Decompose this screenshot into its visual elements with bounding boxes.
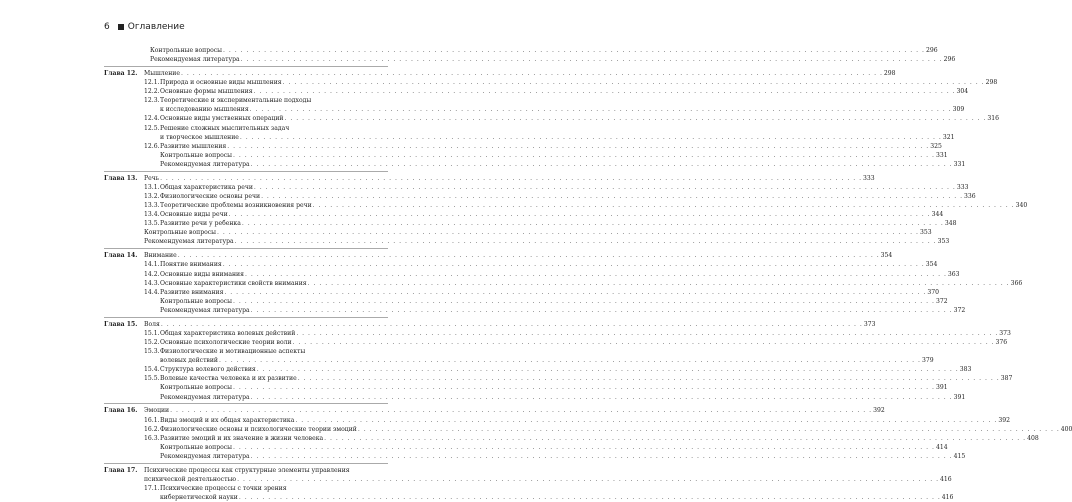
toc-entry[interactable]: [104, 183, 969, 192]
square-bullet-icon: [118, 24, 124, 30]
page-ref: 400: [1060, 425, 1072, 433]
entry-label: [144, 260, 222, 269]
page-ref: 344: [931, 211, 944, 219]
toc-entry[interactable]: [104, 96, 388, 105]
toc-entry[interactable]: [104, 69, 896, 78]
entry-label: [160, 493, 238, 502]
toc-entry[interactable]: [104, 114, 1000, 123]
entry-label: [160, 356, 218, 365]
dot-leader: . . . . . . . . . . . . . . . . . . . . . . . . . . . . . . . . . . . . . . . . . . . . . . . . . . . . . . . . . . . . . . . . . . . . . . . . . . . . . . . . . . . . . . . . . . . . . . . . . . . . . . . . . . . . . . . . . . . . . . . .: [238, 494, 941, 502]
entry-label: [160, 151, 232, 160]
dot-leader: . . . . . . . . . . . . . . . . . . . . . . . . . . . . . . . . . . . . . . . . . . . . . . . . . . . . . . . . . . . . . . . . . . . . . . . . . . . . . . . . . . . . . . . . . . . . . . . . . . . . . . . . . . . . . . . . . . . . . . . .: [234, 238, 937, 246]
toc-entry[interactable]: [104, 475, 952, 484]
section-number: 12.5.: [144, 124, 160, 132]
entry-label: [160, 393, 250, 402]
entry-label: [160, 133, 239, 142]
dot-leader: . . . . . . . . . . . . . . . . . . . . . . . . . . . . . . . . . . . . . . . . . . . . . . . . . . . . . . . . . . . . . . . . . . . . . . . . . . . . . . . . . . . . . . . . . . . . . . . . . . . . . . . . . . . . . . . . . . . . . . . .: [324, 434, 1027, 442]
entry-label: [144, 237, 234, 246]
page-ref: 340: [1015, 202, 1028, 210]
section-number: 14.4.: [144, 288, 160, 296]
page-ref: 309: [952, 106, 965, 114]
chapter-label: Глава 15.: [104, 320, 138, 328]
toc-entry[interactable]: [104, 87, 969, 96]
entry-label: [144, 329, 295, 338]
section-number: 12.1.: [144, 79, 160, 87]
page-ref: 387: [1000, 375, 1013, 383]
page-ref: 296: [943, 56, 956, 64]
dot-leader: . . . . . . . . . . . . . . . . . . . . . . . . . . . . . . . . . . . . . . . . . . . . . . . . . . . . . . . . . . . . . . . . . . . . . . . . . . . . . . . . . . . . . . . . . . . . . . . . . . . . . . . . . . . . . . . . . . . . . . . .: [219, 357, 921, 365]
page-ref: 415: [953, 452, 966, 460]
section-number: 17.1.: [144, 485, 160, 492]
toc-entry[interactable]: [104, 393, 966, 402]
section-number: 16.1.: [144, 416, 160, 424]
chapter-label: Глава 12.: [104, 69, 138, 77]
entry-title: Теоретические и экспериментальные подходы: [160, 97, 312, 105]
entry-title: Виды эмоций и их общая характеристика: [160, 416, 295, 424]
section-number: 13.1.: [144, 183, 160, 191]
dot-leader: . . . . . . . . . . . . . . . . . . . . . . . . . . . . . . . . . . . . . . . . . . . . . . . . . . . . . . . . . . . . . . . . . . . . . . . . . . . . . . . . . . . . . . . . . . . . . . . . . . . . . . . . . . . . . . . . . . . . . . . .: [297, 375, 1000, 383]
dot-leader: . . . . . . . . . . . . . . . . . . . . . . . . . . . . . . . . . . . . . . . . . . . . . . . . . . . . . . . . . . . . . . . . . . . . . . . . . . . . . . . . . . . . . . . . . . . . . . . . . . . . . . . . . . . . . . . . . . . . . . . .: [160, 320, 863, 328]
toc-entry[interactable]: [104, 251, 893, 260]
page-ref: 391: [935, 384, 948, 392]
section-number: 13.2.: [144, 193, 160, 200]
entry-title: Общая характеристика волевых действий: [160, 329, 296, 337]
toc-entry[interactable]: [104, 174, 875, 183]
toc-entry[interactable]: [104, 338, 1008, 347]
section-number: 15.5.: [144, 375, 160, 383]
page-ref: 392: [873, 407, 885, 415]
toc-entry[interactable]: [104, 210, 944, 219]
entry-label: [144, 374, 297, 383]
page-ref: 325: [930, 142, 942, 150]
toc-entry[interactable]: [104, 484, 388, 493]
dot-leader: . . . . . . . . . . . . . . . . . . . . . . . . . . . . . . . . . . . . . . . . . . . . . . . . . . . . . . . . . . . . . . . . . . . . . . . . . . . . . . . . . . . . . . . . . . . . . . . . . . . . . . . . . . . . . . . . . . . . . . . .: [240, 56, 943, 64]
entry-title: Контрольные вопросы: [144, 229, 217, 237]
toc-entry[interactable]: [104, 228, 932, 237]
dot-leader: . . . . . . . . . . . . . . . . . . . . . . . . . . . . . . . . . . . . . . . . . . . . . . . . . . . . . . . . . . . . . . . . . . . . . . . . . . . . . . . . . . . . . . . . . . . . . . . . . . . . . . . . . . . . . . . . . . . . . . . .: [239, 133, 942, 141]
running-title: Оглавление: [127, 22, 185, 32]
dot-leader: . . . . . . . . . . . . . . . . . . . . . . . . . . . . . . . . . . . . . . . . . . . . . . . . . . . . . . . . . . . . . . . . . . . . . . . . . . . . . . . . . . . . . . . . . . . . . . . . . . . . . . . . . . . . . . . . . . . . . . . .: [250, 306, 953, 314]
entry-label: [144, 416, 294, 425]
section-number: 16.3.: [144, 434, 160, 442]
page-ref: 373: [999, 329, 1011, 337]
section-number: 14.3.: [144, 279, 160, 287]
chapter-divider: [104, 317, 388, 318]
section-number: 12.4.: [144, 115, 160, 123]
entry-title: к исследованию мышления: [160, 106, 249, 114]
toc-entry[interactable]: [104, 260, 938, 269]
page-ref: 408: [1027, 434, 1039, 442]
page-ref: 354: [880, 252, 893, 260]
page-ref: 372: [935, 297, 948, 305]
dot-leader: . . . . . . . . . . . . . . . . . . . . . . . . . . . . . . . . . . . . . . . . . . . . . . . . . . . . . . . . . . . . . . . . . . . . . . . . . . . . . . . . . . . . . . . . . . . . . . . . . . . . . . . . . . . . . . . . . . . . . . . .: [170, 407, 873, 415]
page-ref: 353: [919, 229, 932, 237]
dot-leader: . . . . . . . . . . . . . . . . . . . . . . . . . . . . . . . . . . . . . . . . . . . . . . . . . . . . . . . . . . . . . . . . . . . . . . . . . . . . . . . . . . . . . . . . . . . . . . . . . . . . . . . . . . . . . . . . . . . . . . . .: [261, 193, 964, 200]
entry-label: [144, 270, 244, 279]
entry-title: Контрольные вопросы: [160, 151, 233, 159]
page-ref: 414: [935, 443, 948, 451]
toc-entry[interactable]: [104, 466, 388, 475]
page-number: 6: [104, 22, 110, 32]
dot-leader: . . . . . . . . . . . . . . . . . . . . . . . . . . . . . . . . . . . . . . . . . . . . . . . . . . . . . . . . . . . . . . . . . . . . . . . . . . . . . . . . . . . . . . . . . . . . . . . . . . . . . . . . . . . . . . . . . . . . . . . .: [217, 229, 919, 237]
dot-leader: . . . . . . . . . . . . . . . . . . . . . . . . . . . . . . . . . . . . . . . . . . . . . . . . . . . . . . . . . . . . . . . . . . . . . . . . . . . . . . . . . . . . . . . . . . . . . . . . . . . . . . . . . . . . . . . . . . . . . . . .: [241, 220, 944, 228]
entry-title: Основные психологические теории воли: [160, 339, 292, 346]
dot-leader: . . . . . . . . . . . . . . . . . . . . . . . . . . . . . . . . . . . . . . . . . . . . . . . . . . . . . . . . . . . . . . . . . . . . . . . . . . . . . . . . . . . . . . . . . . . . . . . . . . . . . . . . . . . . . . . . . . . . . . . .: [223, 47, 925, 54]
toc-entry[interactable]: [104, 78, 998, 87]
dot-leader: . . . . . . . . . . . . . . . . . . . . . . . . . . . . . . . . . . . . . . . . . . . . . . . . . . . . . . . . . . . . . . . . . . . . . . . . . . . . . . . . . . . . . . . . . . . . . . . . . . . . . . . . . . . . . . . . . . . . . . . .: [295, 416, 998, 424]
page-ref: 366: [1010, 279, 1023, 287]
table-of-contents: [104, 46, 1072, 502]
toc-entry[interactable]: [104, 46, 938, 55]
section-number: 15.4.: [144, 366, 160, 374]
toc-entry[interactable]: [104, 425, 1072, 434]
dot-leader: . . . . . . . . . . . . . . . . . . . . . . . . . . . . . . . . . . . . . . . . . . . . . . . . . . . . . . . . . . . . . . . . . . . . . . . . . . . . . . . . . . . . . . . . . . . . . . . . . . . . . . . . . . . . . . . . . . . . . . . .: [160, 174, 863, 182]
section-number: 12.2.: [144, 88, 160, 96]
toc-entry[interactable]: [104, 237, 950, 246]
entry-label: [144, 192, 260, 201]
entry-label: [160, 452, 250, 461]
chapter-divider: [104, 403, 388, 404]
entry-label: [160, 443, 232, 452]
entry-label: [144, 142, 226, 151]
entry-label: [144, 124, 289, 133]
page-ref: 353: [937, 238, 950, 246]
entry-label: [160, 160, 250, 169]
entry-title: Мышление: [144, 69, 180, 77]
dot-leader: . . . . . . . . . . . . . . . . . . . . . . . . . . . . . . . . . . . . . . . . . . . . . . . . . . . . . . . . . . . . . . . . . . . . . . . . . . . . . . . . . . . . . . . . . . . . . . . . . . . . . . . . . . . . . . . . . . . . . . . .: [224, 288, 927, 296]
dot-leader: . . . . . . . . . . . . . . . . . . . . . . . . . . . . . . . . . . . . . . . . . . . . . . . . . . . . . . . . . . . . . . . . . . . . . . . . . . . . . . . . . . . . . . . . . . . . . . . . . . . . . . . . . . . . . . . . . . . . . . . .: [284, 115, 987, 123]
entry-title: Развитие внимания: [160, 288, 224, 296]
entry-title: Основные виды внимания: [160, 270, 244, 278]
dot-leader: . . . . . . . . . . . . . . . . . . . . . . . . . . . . . . . . . . . . . . . . . . . . . . . . . . . . . . . . . . . . . . . . . . . . . . . . . . . . . . . . . . . . . . . . . . . . . . . . . . . . . . . . . . . . . . . . . . . . . . . .: [250, 393, 953, 401]
toc-entry[interactable]: [104, 493, 954, 502]
toc-entry[interactable]: [104, 201, 1028, 210]
entry-label: [144, 219, 241, 228]
entry-title: Рекомендуемая литература: [160, 306, 250, 314]
chapter-divider: [104, 171, 388, 172]
entry-title: Основные виды речи: [160, 211, 228, 219]
entry-title: Решение сложных мыслительных задач: [160, 124, 290, 132]
page-ref: 373: [863, 320, 876, 328]
page-ref: 316: [987, 115, 1000, 123]
entry-title: Развитие речи у ребенка: [160, 220, 241, 228]
dot-leader: . . . . . . . . . . . . . . . . . . . . . . . . . . . . . . . . . . . . . . . . . . . . . . . . . . . . . . . . . . . . . . . . . . . . . . . . . . . . . . . . . . . . . . . . . . . . . . . . . . . . . . . . . . . . . . . . . . . . . . . .: [237, 475, 940, 483]
page-ref: 372: [953, 306, 966, 314]
entry-label: [144, 320, 160, 329]
entry-label: [144, 183, 253, 192]
entry-title: Структура волевого действия: [160, 366, 256, 374]
dot-leader: . . . . . . . . . . . . . . . . . . . . . . . . . . . . . . . . . . . . . . . . . . . . . . . . . . . . . . . . . . . . . . . . . . . . . . . . . . . . . . . . . . . . . . . . . . . . . . . . . . . . . . . . . . . . . . . . . . . . . . . .: [253, 183, 956, 191]
page-ref: 370: [927, 288, 940, 296]
dot-leader: . . . . . . . . . . . . . . . . . . . . . . . . . . . . . . . . . . . . . . . . . . . . . . . . . . . . . . . . . . . . . . . . . . . . . . . . . . . . . . . . . . . . . . . . . . . . . . . . . . . . . . . . . . . . . . . . . . . . . . . .: [233, 151, 935, 159]
dot-leader: . . . . . . . . . . . . . . . . . . . . . . . . . . . . . . . . . . . . . . . . . . . . . . . . . . . . . . . . . . . . . . . . . . . . . . . . . . . . . . . . . . . . . . . . . . . . . . . . . . . . . . . . . . . . . . . . . . . . . . . .: [256, 366, 959, 374]
chapter-label: Глава 16.: [104, 407, 138, 415]
toc-entry[interactable]: [104, 365, 972, 374]
page-ref: 379: [921, 357, 934, 365]
entry-label: [144, 174, 159, 183]
entry-label: [144, 434, 323, 443]
section-number: 12.3.: [144, 97, 160, 105]
entry-label: [144, 114, 283, 123]
entry-title: Основные формы мышления: [160, 88, 253, 96]
toc-entry[interactable]: [104, 356, 934, 365]
entry-title: Воля: [144, 320, 160, 328]
dot-leader: . . . . . . . . . . . . . . . . . . . . . . . . . . . . . . . . . . . . . . . . . . . . . . . . . . . . . . . . . . . . . . . . . . . . . . . . . . . . . . . . . . . . . . . . . . . . . . . . . . . . . . . . . . . . . . . . . . . . . . . .: [292, 339, 995, 346]
entry-label: [144, 347, 305, 356]
section-number: 14.2.: [144, 270, 160, 278]
entry-label: [144, 475, 236, 484]
entry-title: психической деятельностью: [144, 475, 237, 483]
page-ref: 333: [863, 174, 875, 182]
page-ref: 391: [953, 393, 966, 401]
entry-title: Рекомендуемая литература: [160, 160, 250, 168]
entry-label: [144, 210, 228, 219]
toc-entry[interactable]: [104, 329, 1011, 338]
section-number: 13.4.: [144, 211, 160, 219]
toc-entry[interactable]: [104, 288, 940, 297]
toc-entry[interactable]: [104, 133, 955, 142]
entry-title: кибернетической науки: [160, 494, 238, 502]
entry-title: Физиологические основы и психологические теории эмоций: [160, 425, 357, 433]
page-ref: 363: [947, 270, 960, 278]
chapter-divider: [104, 248, 388, 249]
entry-label: [150, 55, 240, 64]
dot-leader: . . . . . . . . . . . . . . . . . . . . . . . . . . . . . . . . . . . . . . . . . . . . . . . . . . . . . . . . . . . . . . . . . . . . . . . . . . . . . . . . . . . . . . . . . . . . . . . . . . . . . . . . . . . . . . . . . . . . . . . .: [250, 452, 953, 460]
entry-label: [144, 69, 180, 78]
page-ref: 336: [964, 193, 976, 200]
page-ref: 298: [883, 69, 896, 77]
dot-leader: . . . . . . . . . . . . . . . . . . . . . . . . . . . . . . . . . . . . . . . . . . . . . . . . . . . . . . . . . . . . . . . . . . . . . . . . . . . . . . . . . . . . . . . . . . . . . . . . . . . . . . . . . . . . . . . . . . . . . . . .: [180, 69, 883, 77]
entry-title: Контрольные вопросы: [160, 384, 233, 392]
entry-title: Рекомендуемая литература: [144, 238, 234, 246]
page-ref: 333: [956, 183, 969, 191]
entry-title: Внимание: [144, 252, 177, 260]
dot-leader: . . . . . . . . . . . . . . . . . . . . . . . . . . . . . . . . . . . . . . . . . . . . . . . . . . . . . . . . . . . . . . . . . . . . . . . . . . . . . . . . . . . . . . . . . . . . . . . . . . . . . . . . . . . . . . . . . . . . . . . .: [228, 211, 931, 219]
page-ref: 298: [985, 79, 998, 87]
entry-label: [144, 78, 282, 87]
dot-leader: . . . . . . . . . . . . . . . . . . . . . . . . . . . . . . . . . . . . . . . . . . . . . . . . . . . . . . . . . . . . . . . . . . . . . . . . . . . . . . . . . . . . . . . . . . . . . . . . . . . . . . . . . . . . . . . . . . . . . . . .: [282, 79, 985, 87]
dot-leader: . . . . . . . . . . . . . . . . . . . . . . . . . . . . . . . . . . . . . . . . . . . . . . . . . . . . . . . . . . . . . . . . . . . . . . . . . . . . . . . . . . . . . . . . . . . . . . . . . . . . . . . . . . . . . . . . . . . . . . . .: [249, 106, 952, 114]
entry-title: Рекомендуемая литература: [160, 393, 250, 401]
entry-label: [144, 87, 253, 96]
chapter-label: Глава 14.: [104, 252, 138, 260]
entry-label: [160, 297, 232, 306]
entry-title: Психические процессы как структурные элементы управления: [144, 466, 350, 474]
entry-title: Речь: [144, 174, 160, 182]
dot-leader: . . . . . . . . . . . . . . . . . . . . . . . . . . . . . . . . . . . . . . . . . . . . . . . . . . . . . . . . . . . . . . . . . . . . . . . . . . . . . . . . . . . . . . . . . . . . . . . . . . . . . . . . . . . . . . . . . . . . . . . .: [253, 88, 956, 96]
entry-title: Контрольные вопросы: [160, 297, 233, 305]
page-ref: 296: [925, 47, 938, 54]
dot-leader: . . . . . . . . . . . . . . . . . . . . . . . . . . . . . . . . . . . . . . . . . . . . . . . . . . . . . . . . . . . . . . . . . . . . . . . . . . . . . . . . . . . . . . . . . . . . . . . . . . . . . . . . . . . . . . . . . . . . . . . .: [357, 425, 1060, 433]
dot-leader: . . . . . . . . . . . . . . . . . . . . . . . . . . . . . . . . . . . . . . . . . . . . . . . . . . . . . . . . . . . . . . . . . . . . . . . . . . . . . . . . . . . . . . . . . . . . . . . . . . . . . . . . . . . . . . . . . . . . . . . .: [222, 261, 925, 269]
entry-title: Физиологические основы речи: [160, 193, 261, 200]
toc-entry[interactable]: [104, 374, 1013, 383]
page-ref: 304: [956, 88, 969, 96]
page-ref: 383: [959, 366, 972, 374]
entry-label: [144, 201, 312, 210]
entry-label: [144, 484, 287, 493]
dot-leader: . . . . . . . . . . . . . . . . . . . . . . . . . . . . . . . . . . . . . . . . . . . . . . . . . . . . . . . . . . . . . . . . . . . . . . . . . . . . . . . . . . . . . . . . . . . . . . . . . . . . . . . . . . . . . . . . . . . . . . . .: [227, 142, 930, 150]
page-ref: 392: [998, 416, 1010, 424]
entry-title: и творческое мышление: [160, 133, 239, 141]
dot-leader: . . . . . . . . . . . . . . . . . . . . . . . . . . . . . . . . . . . . . . . . . . . . . . . . . . . . . . . . . . . . . . . . . . . . . . . . . . . . . . . . . . . . . . . . . . . . . . . . . . . . . . . . . . . . . . . . . . . . . . . .: [307, 279, 1010, 287]
chapter-divider: [104, 463, 388, 464]
entry-label: [144, 96, 311, 105]
toc-entry[interactable]: [104, 142, 942, 151]
entry-title: Рекомендуемая литература: [160, 452, 250, 460]
entry-title: Волевые качества человека и их развитие: [160, 375, 297, 383]
toc-entry[interactable]: [104, 124, 388, 133]
section-number: 15.3.: [144, 348, 160, 356]
page-ref: 416: [940, 475, 952, 483]
toc-entry[interactable]: [104, 192, 976, 201]
dot-leader: . . . . . . . . . . . . . . . . . . . . . . . . . . . . . . . . . . . . . . . . . . . . . . . . . . . . . . . . . . . . . . . . . . . . . . . . . . . . . . . . . . . . . . . . . . . . . . . . . . . . . . . . . . . . . . . . . . . . . . . .: [233, 384, 935, 392]
entry-label: [144, 338, 292, 347]
entry-title: Рекомендуемая литература: [150, 56, 240, 64]
entry-title: Контрольные вопросы: [150, 47, 223, 54]
page-ref: 331: [953, 160, 966, 168]
page-ref: 321: [942, 133, 955, 141]
toc-entry[interactable]: [104, 279, 1023, 288]
section-number: 15.2.: [144, 339, 160, 346]
entry-title: Психические процессы с точки зрения: [160, 485, 287, 492]
dot-leader: . . . . . . . . . . . . . . . . . . . . . . . . . . . . . . . . . . . . . . . . . . . . . . . . . . . . . . . . . . . . . . . . . . . . . . . . . . . . . . . . . . . . . . . . . . . . . . . . . . . . . . . . . . . . . . . . . . . . . . . .: [250, 160, 953, 168]
dot-leader: . . . . . . . . . . . . . . . . . . . . . . . . . . . . . . . . . . . . . . . . . . . . . . . . . . . . . . . . . . . . . . . . . . . . . . . . . . . . . . . . . . . . . . . . . . . . . . . . . . . . . . . . . . . . . . . . . . . . . . . .: [177, 252, 880, 260]
entry-title: волевых действий: [160, 357, 218, 365]
toc-entry[interactable]: [104, 160, 966, 169]
entry-label: [144, 228, 216, 237]
toc-entry[interactable]: [104, 443, 948, 452]
chapter-label: Глава 17.: [104, 466, 138, 474]
page-ref: 354: [925, 261, 938, 269]
section-number: 13.3.: [144, 202, 160, 210]
entry-title: Теоретические проблемы возникновения речи: [160, 202, 312, 210]
entry-title: Общая характеристика речи: [160, 183, 253, 191]
entry-title: Физиологические и мотивационные аспекты: [160, 348, 306, 356]
entry-title: Эмоции: [144, 407, 170, 415]
entry-label: [144, 251, 177, 260]
entry-label: [150, 46, 222, 55]
toc-entry[interactable]: [104, 297, 948, 306]
toc-entry[interactable]: [104, 383, 948, 392]
running-header: [104, 20, 185, 34]
toc-entry[interactable]: [104, 347, 388, 356]
entry-label: [144, 425, 357, 434]
toc-entry[interactable]: [104, 219, 957, 228]
section-number: 14.1.: [144, 261, 160, 269]
entry-title: Основные характеристики свойств внимания: [160, 279, 307, 287]
entry-title: Развитие мышления: [160, 142, 227, 150]
entry-title: Контрольные вопросы: [160, 443, 233, 451]
toc-entry[interactable]: [104, 105, 965, 114]
entry-label: [160, 306, 250, 315]
dot-leader: . . . . . . . . . . . . . . . . . . . . . . . . . . . . . . . . . . . . . . . . . . . . . . . . . . . . . . . . . . . . . . . . . . . . . . . . . . . . . . . . . . . . . . . . . . . . . . . . . . . . . . . . . . . . . . . . . . . . . . . .: [296, 329, 999, 337]
entry-label: [160, 383, 232, 392]
toc-entry[interactable]: [104, 406, 885, 415]
chapter-divider: [104, 66, 388, 67]
section-number: 15.1.: [144, 329, 160, 337]
dot-leader: . . . . . . . . . . . . . . . . . . . . . . . . . . . . . . . . . . . . . . . . . . . . . . . . . . . . . . . . . . . . . . . . . . . . . . . . . . . . . . . . . . . . . . . . . . . . . . . . . . . . . . . . . . . . . . . . . . . . . . . .: [244, 270, 947, 278]
toc-entry[interactable]: [104, 320, 876, 329]
page-ref: 376: [995, 339, 1008, 346]
dot-leader: . . . . . . . . . . . . . . . . . . . . . . . . . . . . . . . . . . . . . . . . . . . . . . . . . . . . . . . . . . . . . . . . . . . . . . . . . . . . . . . . . . . . . . . . . . . . . . . . . . . . . . . . . . . . . . . . . . . . . . . .: [233, 443, 935, 451]
section-number: 12.6.: [144, 142, 160, 150]
page-ref: 348: [944, 220, 957, 228]
entry-title: Природа и основные виды мышления: [160, 79, 282, 87]
dot-leader: . . . . . . . . . . . . . . . . . . . . . . . . . . . . . . . . . . . . . . . . . . . . . . . . . . . . . . . . . . . . . . . . . . . . . . . . . . . . . . . . . . . . . . . . . . . . . . . . . . . . . . . . . . . . . . . . . . . . . . . .: [233, 297, 935, 305]
entry-title: Основные виды умственных операций: [160, 115, 284, 123]
toc-entry[interactable]: [104, 151, 948, 160]
toc-entry[interactable]: [104, 416, 1010, 425]
entry-label: [160, 105, 249, 114]
entry-label: [144, 279, 307, 288]
entry-title: Развитие эмоций и их значение в жизни человека: [160, 434, 324, 442]
entry-label: [144, 466, 350, 475]
entry-label: [144, 288, 223, 297]
entry-title: Понятие внимания: [160, 261, 222, 269]
chapter-label: Глава 13.: [104, 174, 138, 182]
toc-entry[interactable]: [104, 55, 956, 64]
section-number: 16.2.: [144, 425, 160, 433]
toc-entry[interactable]: [104, 434, 1039, 443]
entry-label: [144, 365, 256, 374]
toc-entry[interactable]: [104, 452, 966, 461]
section-number: 13.5.: [144, 220, 160, 228]
page-ref: 331: [935, 151, 948, 159]
page-ref: 416: [941, 494, 954, 502]
toc-entry[interactable]: [104, 306, 966, 315]
dot-leader: . . . . . . . . . . . . . . . . . . . . . . . . . . . . . . . . . . . . . . . . . . . . . . . . . . . . . . . . . . . . . . . . . . . . . . . . . . . . . . . . . . . . . . . . . . . . . . . . . . . . . . . . . . . . . . . . . . . . . . . .: [312, 202, 1015, 210]
entry-label: [144, 406, 169, 415]
toc-entry[interactable]: [104, 270, 960, 279]
